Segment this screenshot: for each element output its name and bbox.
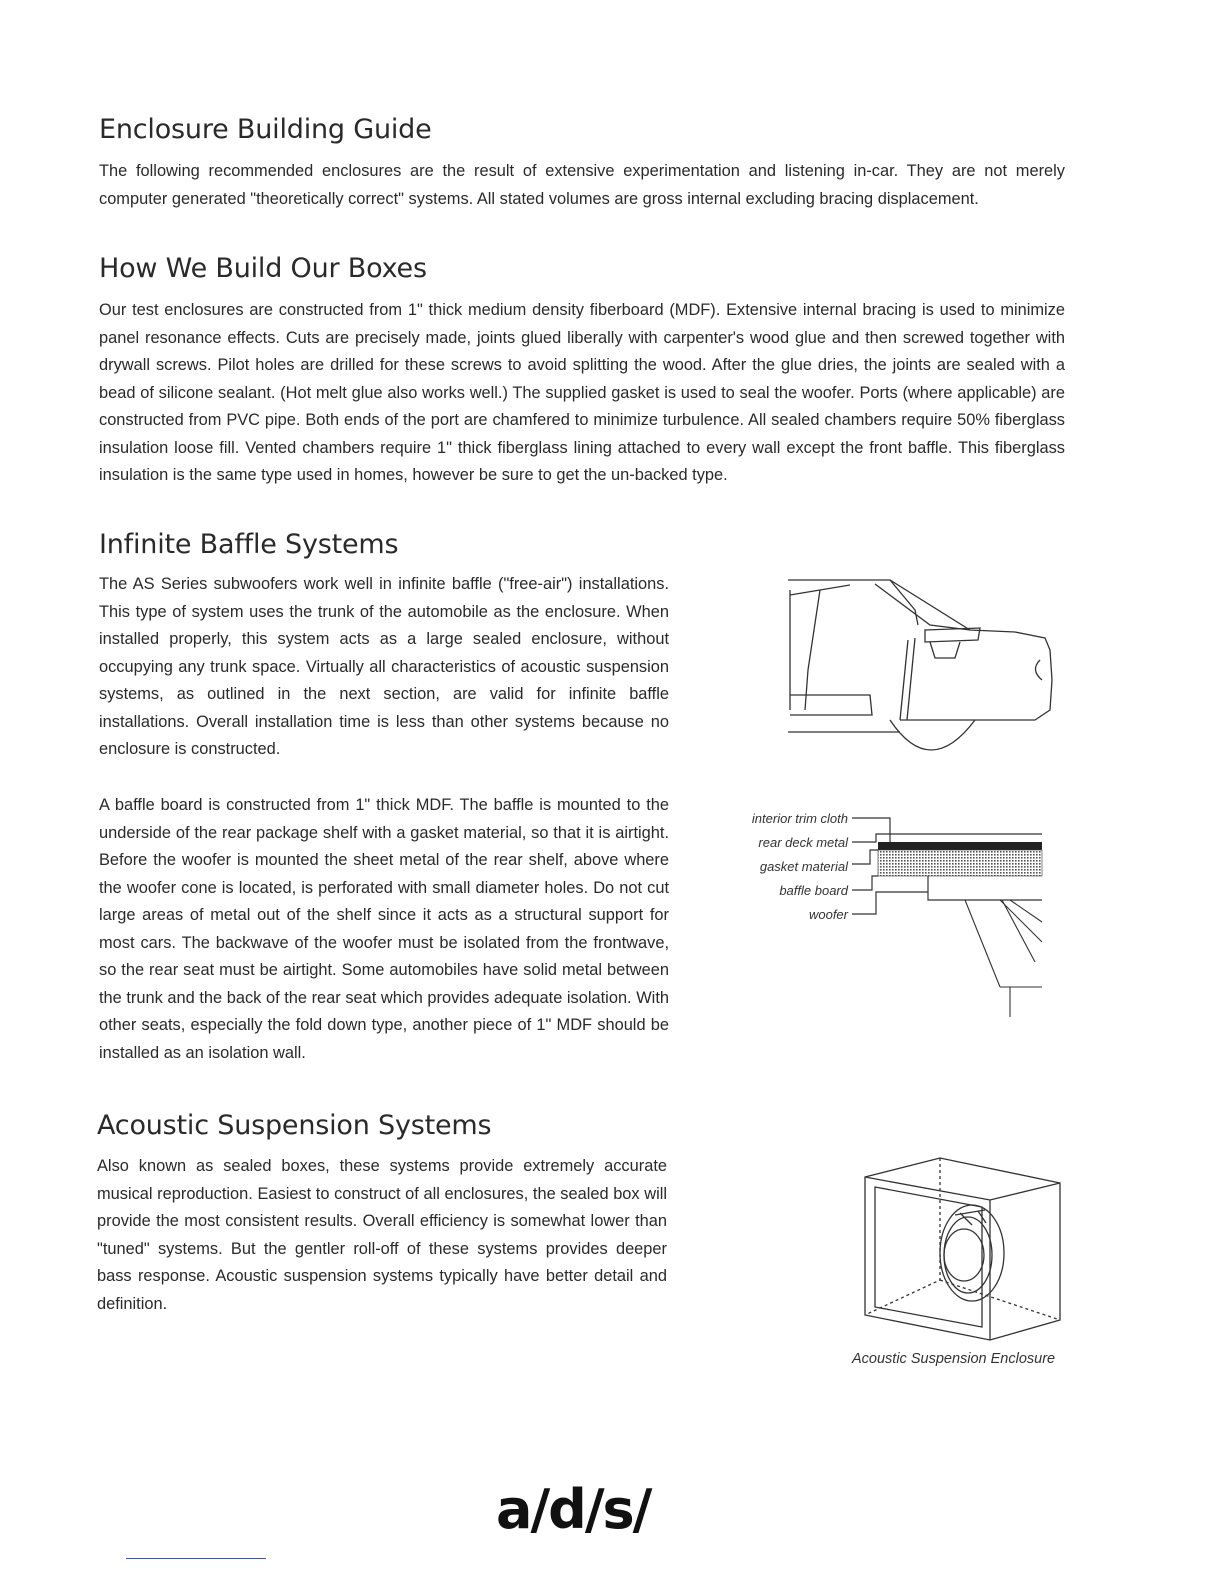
label-baffle-board: baffle board (779, 883, 848, 898)
car-trunk-illustration (780, 570, 1070, 770)
paragraph-infinite-baffle-2: A baffle board is constructed from 1" thick MDF. The baffle is mounted to the underside of the rear package shelf with a gasket material, so that it is airtight. Before the woofer is mounted the sheet metal of the rear shelf, above where the woofer cone is located, is perforated with small diameter holes. Do not cut large areas of metal out of the shelf since it acts as a structural support for most cars. The backwave of the woofer must be isolated from the frontwave, so the rear seat must be airtight. Some automobiles have solid metal between the trunk and the back of the rear seat which provides adequate isolation. With other seats, especially the fold down type, another piece of 1" MDF should be installed as an isolation wall. (99, 796, 669, 1062)
label-woofer: woofer (808, 907, 848, 922)
heading-how-we-build: How We Build Our Boxes (99, 253, 427, 284)
figure-caption: Acoustic Suspension Enclosure (852, 1351, 1056, 1367)
heading-infinite-baffle: Infinite Baffle Systems (99, 529, 399, 560)
ads-logo: a/d/s/ (496, 1478, 651, 1541)
heading-acoustic-suspension: Acoustic Suspension Systems (97, 1110, 492, 1141)
paragraph-infinite-baffle-1: The AS Series subwoofers work well in infinite baffle ("free-air") installations. This type of system uses the trunk of the automobile as the enclosure. When installed properly, this system acts as a large sealed enclosure, without occupying any trunk space. Virtually all characteristics of acoustic suspension systems, as outlined in the next section, are valid for infinite baffle installations. Overall installation time is less than other systems because no enclosure is constructed. (99, 575, 669, 758)
paragraph-acoustic-suspension: Also known as sealed boxes, these systems provide extremely accurate musical reproduction. Easiest to construct of all enclosures, the sealed box will provide the most consistent results. Overall efficiency is somewhat lower than "tuned" systems. But the gentler roll-off of these systems provides deeper bass response. Acoustic suspension systems typically have better detail and definition. (97, 1157, 667, 1313)
heading-enclosure-building-guide: Enclosure Building Guide (99, 114, 432, 145)
sealed-enclosure-illustration (860, 1155, 1070, 1345)
footer-rule (126, 1558, 266, 1559)
paragraph-enclosure-intro: The following recommended enclosures are the result of extensive experimentation and listening in-car. They are not merely computer generated "theoretically correct" systems. All stated volumes are gross internal excluding bracing displacement. (99, 162, 1065, 208)
label-interior-trim-cloth: interior trim cloth (751, 811, 848, 826)
label-rear-deck-metal: rear deck metal (758, 835, 848, 850)
paragraph-how-we-build: Our test enclosures are constructed from 1" thick medium density fiberboard (MDF). Extensive internal bracing is used to minimize panel resonance effects. Cuts are precisely made, joints glued liberally with carpenter's wood glue and then screwed together with drywall screws. Pilot holes are drilled for these screws to avoid splitting the wood. After the glue dries, the joints are sealed with a bead of silicone sealant. (Hot melt glue also works well.) The supplied gasket is used to seal the woofer. Ports (where applicable) are constructed from PVC pipe. Both ends of the port are chamfered to minimize turbulence. All sealed chambers require 50% fiberglass insulation loose fill. Vented chambers require 1" thick fiberglass lining attached to every wall except the front baffle. This fiberglass insulation is the same type used in homes, however be sure to get the un-backed type. (99, 301, 1065, 484)
label-gasket-material: gasket material (759, 859, 848, 874)
package-shelf-cross-section (850, 812, 1050, 1022)
